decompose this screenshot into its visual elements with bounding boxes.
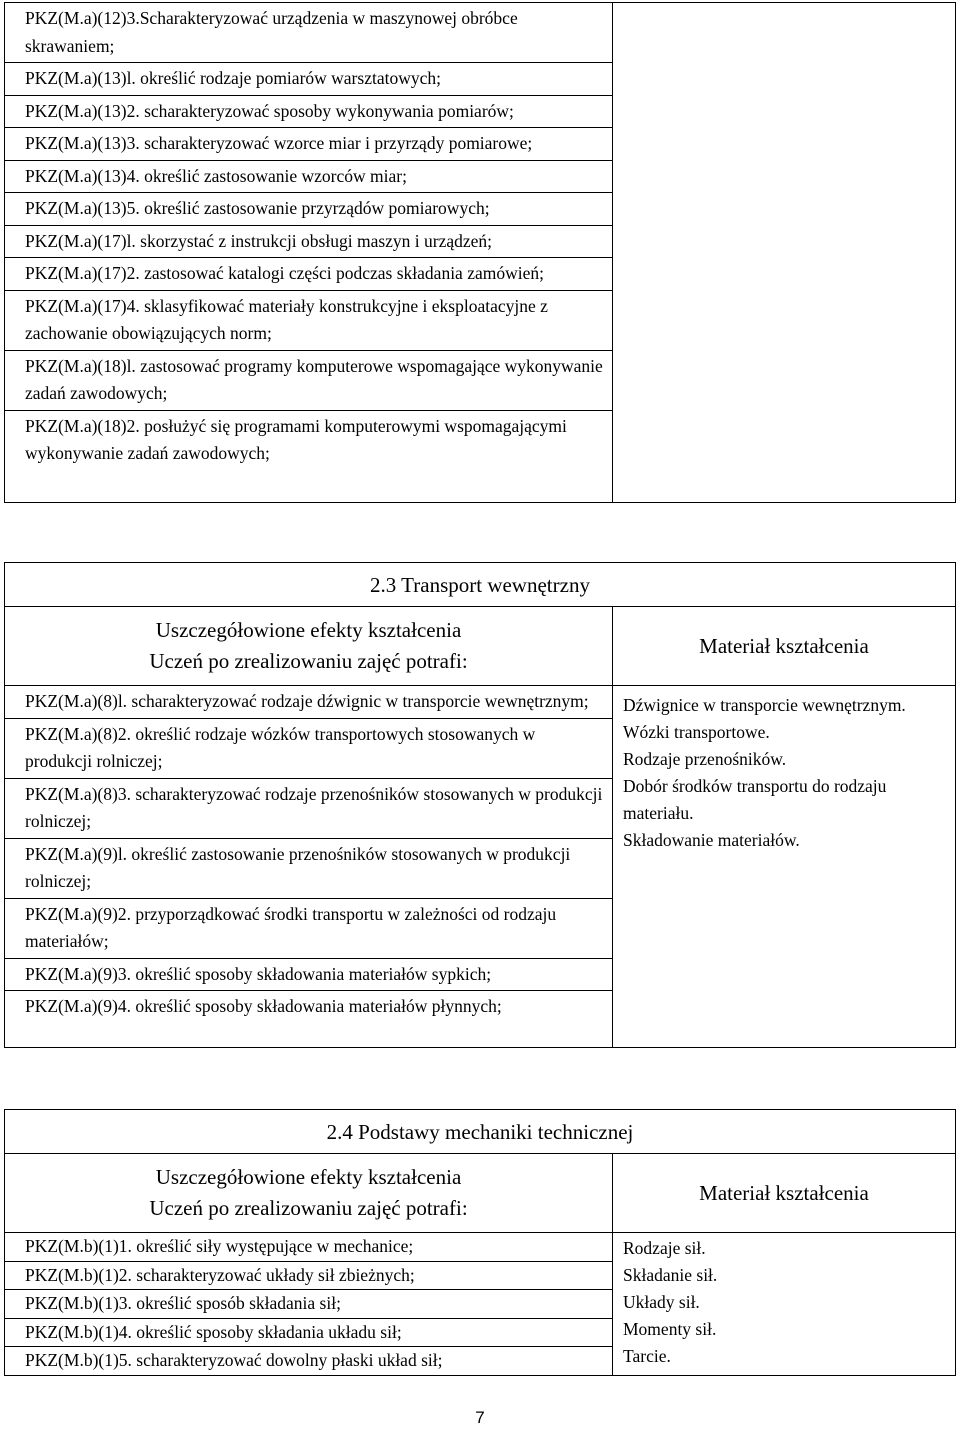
outcome-row: PKZ(M.a)(13)l. określić rodzaje pomiarów warsztatowych; xyxy=(5,63,612,96)
materials-column xyxy=(613,1233,955,1375)
outcome-row: PKZ(M.a)(9)3. określić sposoby składowania materiałów sypkich; xyxy=(5,959,612,992)
material-item: Składanie sił. xyxy=(623,1265,718,1285)
section-title: 2.4 Podstawy mechaniki technicznej xyxy=(5,1110,955,1154)
outcomes-header-line2: Uczeń po zrealizowaniu zajęć potrafi: xyxy=(149,649,468,673)
outcome-row: PKZ(M.a)(9)2. przyporządkować środki transportu w zależności od rodzaju materiałów; xyxy=(5,899,612,959)
outcome-row: PKZ(M.a)(9)4. określić sposoby składowania materiałów płynnych; xyxy=(25,996,502,1016)
outcome-row: PKZ(M.a)(13)5. określić zastosowanie przyrządów pomiarowych; xyxy=(5,193,612,226)
outcomes-column xyxy=(5,686,613,1047)
outcome-row: PKZ(M.a)(13)2. scharakteryzować sposoby wykonywania pomiarów; xyxy=(5,96,612,129)
outcomes-header xyxy=(5,1154,613,1232)
material-item: Rodzaje przenośników. xyxy=(623,749,787,769)
outcome-row: PKZ(M.b)(1)3. określić sposób składania sił; xyxy=(5,1290,612,1319)
outcome-row: PKZ(M.a)(18)l. zastosować programy komputerowe wspomagające wykonywanie zadań zawodowych; xyxy=(5,351,612,411)
outcome-row: PKZ(M.a)(9)l. określić zastosowanie przenośników stosowanych w produkcji rolniczej; xyxy=(5,839,612,899)
material-item: Wózki transportowe. xyxy=(623,722,770,742)
outcome-row: PKZ(M.a)(17)l. skorzystać z instrukcji obsługi maszyn i urządzeń; xyxy=(5,226,612,259)
outcome-row: PKZ(M.b)(1)1. określić siły występujące w mechanice; xyxy=(5,1233,612,1262)
table-header-row xyxy=(5,1154,955,1233)
outcomes-header-line1: Uszczegółowione efekty kształcenia xyxy=(155,618,462,642)
outcome-row: PKZ(M.a)(12)3.Scharakteryzować urządzenia w maszynowej obróbce skrawaniem; xyxy=(5,3,612,63)
outcome-row: PKZ(M.b)(1)4. określić sposoby składania układu sił; xyxy=(5,1319,612,1348)
material-item: Składowanie materiałów. xyxy=(623,830,800,850)
outcome-row: PKZ(M.a)(13)3. scharakteryzować wzorce miar i przyrządy pomiarowe; xyxy=(5,128,612,161)
table-header-row xyxy=(5,607,955,686)
outcomes-header-line2: Uczeń po zrealizowaniu zajęć potrafi: xyxy=(149,1196,468,1220)
outcome-row: PKZ(M.b)(1)2. scharakteryzować układy sił zbieżnych; xyxy=(5,1262,612,1291)
materials-column xyxy=(613,686,955,1047)
table-body-row xyxy=(5,686,955,1047)
outcome-row: PKZ(M.a)(8)3. scharakteryzować rodzaje przenośników stosowanych w produkcji rolniczej; xyxy=(5,779,612,839)
table-body-row xyxy=(5,1233,955,1375)
section-title: 2.3 Transport wewnętrzny xyxy=(5,563,955,607)
outcome-row: PKZ(M.a)(17)2. zastosować katalogi części podczas składania zamówień; xyxy=(5,258,612,291)
outcomes-column xyxy=(5,1233,613,1375)
section-2-4-table xyxy=(4,1109,956,1376)
material-item: Dźwignice w transporcie wewnętrznym. xyxy=(623,695,906,715)
outcome-row: PKZ(M.b)(1)5. scharakteryzować dowolny płaski układ sił; xyxy=(25,1350,443,1370)
page-number: 7 xyxy=(475,1408,485,1427)
section-2-3-table xyxy=(4,562,956,1048)
outcomes-header xyxy=(5,607,613,685)
outcome-row: PKZ(M.a)(8)l. scharakteryzować rodzaje dźwignic w transporcie wewnętrznym; xyxy=(5,686,612,719)
outcomes-column xyxy=(5,3,613,502)
outcomes-table-continuation xyxy=(4,2,956,503)
material-item: Dobór środków transportu do rodzaju materiału. xyxy=(623,776,887,823)
material-item: Tarcie. xyxy=(623,1346,671,1366)
outcome-row: PKZ(M.a)(17)4. sklasyfikować materiały konstrukcyjne i eksploatacyjne z zachowanie obowiązujących norm; xyxy=(5,291,612,351)
materials-column xyxy=(613,3,955,502)
outcomes-header-line1: Uszczegółowione efekty kształcenia xyxy=(155,1165,462,1189)
material-item: Układy sił. xyxy=(623,1292,700,1312)
outcome-row: PKZ(M.a)(13)4. określić zastosowanie wzorców miar; xyxy=(5,161,612,194)
materials-header: Materiał kształcenia xyxy=(699,1180,869,1205)
outcome-row: PKZ(M.a)(8)2. określić rodzaje wózków transportowych stosowanych w produkcji rolniczej; xyxy=(5,719,612,779)
material-item: Rodzaje sił. xyxy=(623,1238,706,1258)
material-item: Momenty sił. xyxy=(623,1319,717,1339)
outcome-row: PKZ(M.a)(18)2. posłużyć się programami komputerowymi wspomagającymi wykonywanie zadań zawodowych; xyxy=(25,415,567,463)
materials-header: Materiał kształcenia xyxy=(699,633,869,658)
